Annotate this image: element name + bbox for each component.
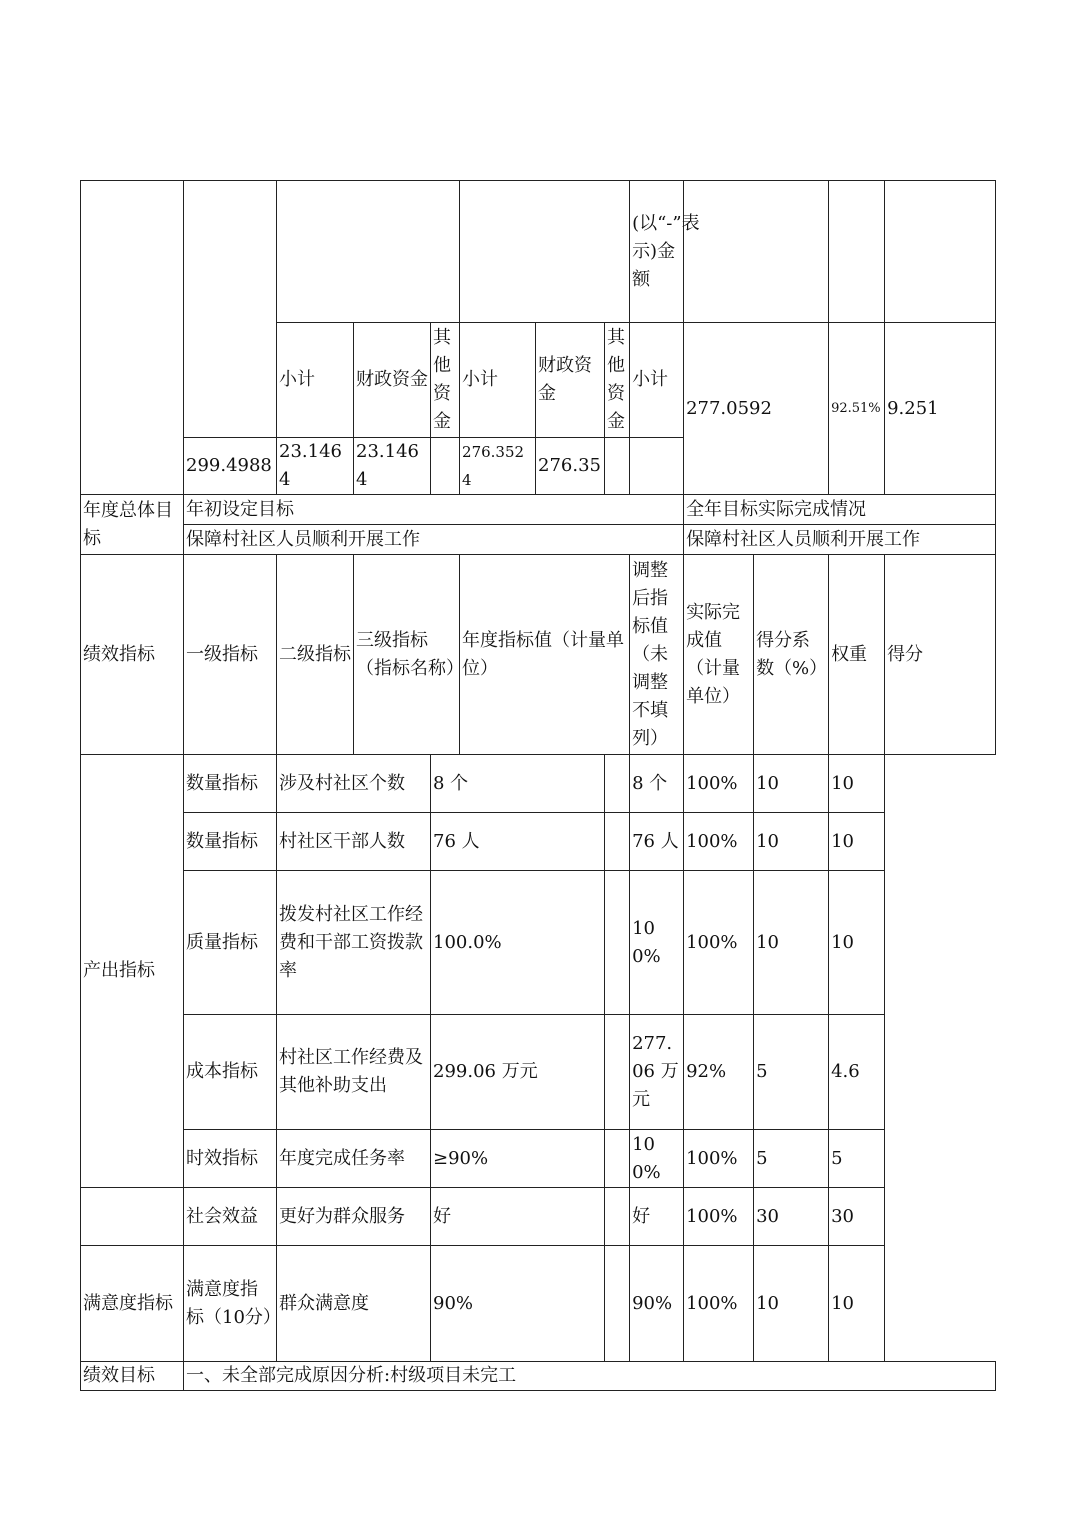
footer-label: 绩效目标 <box>81 1362 184 1391</box>
budget-value: 276.35 <box>536 438 605 495</box>
cell-score: 10 <box>829 1246 885 1362</box>
cell-l2: 社会效益 <box>184 1188 277 1246</box>
cell-l3: 群众满意度 <box>277 1246 431 1362</box>
cell-adjusted <box>605 871 630 1015</box>
table-row <box>81 755 996 813</box>
cell-coef: 100% <box>684 1246 754 1362</box>
budget-value: 23.1464 <box>277 438 354 495</box>
execution-rate: 92.51% <box>829 323 885 495</box>
actual-goal-value: 保障村社区人员顺利开展工作 <box>684 525 996 555</box>
column-header: 年度指标值（计量单位） <box>460 555 630 755</box>
subtotal-label: 小计 <box>460 323 536 438</box>
budget-value <box>630 438 684 495</box>
budget-header-row <box>81 181 996 323</box>
level1-output: 产出指标 <box>81 755 184 1188</box>
cell-adjusted <box>605 1246 630 1362</box>
cell-l2: 时效指标 <box>184 1130 277 1188</box>
subtotal-label: 小计 <box>630 323 684 438</box>
cell-adjusted <box>605 1015 630 1130</box>
cell-target: 好 <box>431 1188 605 1246</box>
cell-weight: 10 <box>754 1246 829 1362</box>
cell-coef: 100% <box>684 813 754 871</box>
cell-adjusted <box>605 755 630 813</box>
table-row <box>81 813 996 871</box>
budget-value: 276.3524 <box>460 438 536 495</box>
cell-weight: 30 <box>754 1188 829 1246</box>
cell-weight: 10 <box>754 755 829 813</box>
cell-score: 10 <box>829 813 885 871</box>
table-row <box>81 1130 996 1188</box>
other-funds-label: 其他资金 <box>431 323 460 438</box>
cell-weight: 10 <box>754 813 829 871</box>
column-header: 得分 <box>885 555 996 755</box>
budget-total: 299.4988 <box>184 438 277 495</box>
actual-goal-label: 全年目标实际完成情况 <box>684 495 996 525</box>
cell-adjusted <box>605 1130 630 1188</box>
annual-goal-label: 年度总体目标 <box>81 495 184 555</box>
actual-amount: 277.0592 <box>684 323 829 495</box>
cell-l3: 村社区干部人数 <box>277 813 431 871</box>
cell-score: 5 <box>829 1130 885 1188</box>
cell-target: 299.06 万元 <box>431 1015 605 1130</box>
cell-target: 8 个 <box>431 755 605 813</box>
cell-coef: 100% <box>684 1130 754 1188</box>
cell-coef: 100% <box>684 755 754 813</box>
set-goal-value: 保障村社区人员顺利开展工作 <box>184 525 684 555</box>
cell-l2: 满意度指标（10分） <box>184 1246 277 1362</box>
column-header: 二级指标 <box>277 555 354 755</box>
cell-actual: 277.06 万元 <box>630 1015 684 1130</box>
cell-score: 10 <box>829 755 885 813</box>
performance-table <box>80 180 996 1391</box>
set-goal-label: 年初设定目标 <box>184 495 684 525</box>
cell-score: 30 <box>829 1188 885 1246</box>
cell-adjusted <box>605 813 630 871</box>
indicator-header-row <box>81 555 996 755</box>
cell-weight: 5 <box>754 1015 829 1130</box>
cell-score: 10 <box>829 871 885 1015</box>
cell-weight: 5 <box>754 1130 829 1188</box>
column-header: 实际完成值（计量单位） <box>684 555 754 755</box>
table-row <box>81 1015 996 1130</box>
cell-coef: 100% <box>684 1188 754 1246</box>
fiscal-funds-label: 财政资金 <box>536 323 605 438</box>
indicators-label: 绩效指标 <box>81 555 184 755</box>
cell-coef: 100% <box>684 871 754 1015</box>
other-funds-label: 其他资金 <box>605 323 630 438</box>
cell-l2: 数量指标 <box>184 813 277 871</box>
cell-target: 76 人 <box>431 813 605 871</box>
cell-l3: 拨发村社区工作经费和干部工资拨款率 <box>277 871 431 1015</box>
table-row <box>81 1188 996 1246</box>
level1-satisfaction: 满意度指标 <box>81 1246 184 1362</box>
cell-l2: 成本指标 <box>184 1015 277 1130</box>
cell-l3: 更好为群众服务 <box>277 1188 431 1246</box>
cell-l3: 年度完成任务率 <box>277 1130 431 1188</box>
cell-target: 100.0% <box>431 871 605 1015</box>
cell-l2: 质量指标 <box>184 871 277 1015</box>
table-row <box>81 871 996 1015</box>
cell-adjusted <box>605 1188 630 1246</box>
cell-target: ≥90% <box>431 1130 605 1188</box>
cell-actual: 100% <box>630 1130 684 1188</box>
cell-coef: 92% <box>684 1015 754 1130</box>
cell-actual: 好 <box>630 1188 684 1246</box>
cell-actual: 90% <box>630 1246 684 1362</box>
cell-l3: 涉及村社区个数 <box>277 755 431 813</box>
cell-weight: 10 <box>754 871 829 1015</box>
cell-score: 4.6 <box>829 1015 885 1130</box>
budget-value <box>605 438 630 495</box>
cell-actual: 100% <box>630 871 684 1015</box>
footer-row <box>81 1362 996 1391</box>
budget-score: 9.251 <box>885 323 996 495</box>
level1-empty <box>81 1188 184 1246</box>
fiscal-funds-label: 财政资金 <box>354 323 431 438</box>
column-header: 一级指标 <box>184 555 277 755</box>
cell-actual: 8 个 <box>630 755 684 813</box>
annual-goal-header-row <box>81 495 996 525</box>
column-header: 权重 <box>829 555 885 755</box>
annual-goal-value-row <box>81 525 996 555</box>
column-header: 得分系数（%） <box>754 555 829 755</box>
cell-l3: 村社区工作经费及其他补助支出 <box>277 1015 431 1130</box>
cell-l2: 数量指标 <box>184 755 277 813</box>
footer-text: 一、未全部完成原因分析:村级项目未完工 <box>184 1362 996 1391</box>
budget-value <box>431 438 460 495</box>
subtotal-label: 小计 <box>277 323 354 438</box>
table-row <box>81 1246 996 1362</box>
column-header: 三级指标（指标名称） <box>354 555 460 755</box>
cell-target: 90% <box>431 1246 605 1362</box>
note-amount: (以“-”表示)金额 <box>630 181 684 323</box>
column-header: 调整后指标值（未调整不填列） <box>630 555 684 755</box>
cell-actual: 76 人 <box>630 813 684 871</box>
budget-value: 23.1464 <box>354 438 431 495</box>
